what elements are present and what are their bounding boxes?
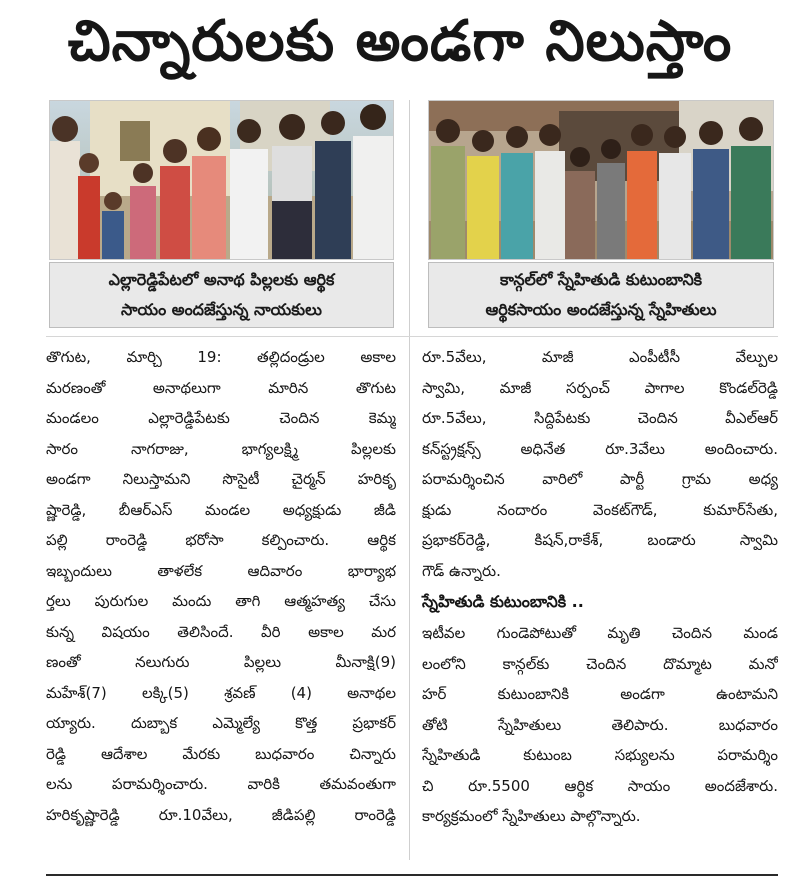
article-line: స్వామి, మాజీ సర్పంచ్ పాగాల కొండల్‌రెడ్డి	[422, 378, 778, 397]
article-line: స్నేహితుడి కుటుంబ సభ్యులను పరామర్శిం	[422, 746, 778, 764]
article-line: ష్ణారెడ్డి, బీఆర్ఎస్ మండల అధ్యక్షుడు జీడి	[46, 500, 396, 519]
article-line: లను పరామర్శించారు. వారికి తమవంతుగా	[46, 775, 396, 793]
article-line: హరికృష్ణారెడ్డి రూ.10వేలు, జీడిపల్లి రాంరెడ్డి	[46, 805, 396, 824]
photo-caption-left	[49, 262, 394, 328]
article-line: గౌడ్ ఉన్నారు.	[422, 561, 501, 580]
article-line: కున్న విషయం తెలిసిందే. వీరి అకాల మర	[46, 622, 396, 641]
caption-line: సాయం అందజేస్తున్న నాయకులు	[121, 300, 322, 319]
article-line: తోటి స్నేహితులు తెలిపారు. బుధవారం	[422, 715, 778, 734]
article-subheading: స్నేహితుడి కుటుంబానికి ..	[422, 592, 584, 611]
column-divider	[409, 100, 410, 860]
caption-line: ఆర్థికసాయం అందజేస్తున్న స్నేహితులు	[485, 300, 717, 319]
article-line: రెడ్డి ఆదేశాల మేరకు బుధవారం చిన్నారు	[46, 744, 396, 763]
article-line: ణంతో నలుగురు పిల్లలు మీనాక్షి(9)	[46, 653, 396, 671]
article-line: రూ.5వేలు, సిద్దిపేటకు చెందిన వీఎల్ఆర్	[422, 409, 778, 427]
article-line: ప్రభాకర్‌రెడ్డి, కిషన్,రాకేశ్, బండారు స్వామి	[422, 531, 778, 549]
article-line: చి రూ.5500 ఆర్థిక సాయం అందజేశారు.	[422, 776, 778, 795]
article-line: ర్తలు పురుగుల మందు తాగి ఆత్మహత్య చేసు	[46, 592, 396, 610]
article-line: మరణంతో అనాథలుగా మారిన తొగుట	[46, 378, 396, 397]
bottom-rule	[46, 874, 778, 876]
article-line: రూ.5వేలు, మాజీ ఎంపీటీసీ వేల్పుల	[422, 348, 778, 366]
article-column-left	[46, 342, 396, 830]
photo-friends-with-family	[428, 100, 774, 260]
article-line: సారం నాగరాజు, భాగ్యలక్ష్మి పిల్లలకు	[46, 439, 396, 458]
article-line: పల్లి రాంరెడ్డి భరోసా కల్పించారు. ఆర్థిక	[46, 531, 396, 549]
article-line: అండగా నిలుస్తామని సొసైటీ చైర్మన్ హరికృ	[46, 470, 396, 488]
article-line: ఇబ్బందులు తాళలేక ఆదివారం భార్యాభ	[46, 561, 396, 580]
article-line: తొగుట, మార్చి 19: తల్లిదండ్రుల అకాల	[46, 348, 396, 366]
article-line: కన్‌స్ట్రక్షన్స్ అధినేత రూ.3వేలు అందించారు.	[422, 439, 778, 458]
article-line: ఇటీవల గుండెపోటుతో మృతి చెందిన మండ	[422, 624, 778, 642]
caption-line: కాన్గల్‌లో స్నేహితుడి కుటుంబానికి	[499, 270, 703, 289]
article-line: హర్ కుటుంబానికి అండగా ఉంటామని	[422, 685, 778, 703]
article-line: కార్యక్రమంలో స్నేహితులు పాల్గొన్నారు.	[422, 807, 641, 825]
article-line: లంలోని కాన్గల్‌కు చెందిన దొమ్మాట మనో	[422, 654, 778, 673]
article-line: క్షుడు నందారం వెంకట్‌గౌడ్, కుమార్‌సేతు,	[422, 500, 778, 519]
caption-divider	[46, 336, 778, 337]
article-line: య్యారు. దుబ్బాక ఎమ్మెల్యే కొత్త ప్రభాకర్	[46, 714, 396, 732]
article-column-right	[422, 342, 778, 832]
headline: చిన్నారులకు అండగా నిలుస్తాం	[67, 8, 733, 74]
caption-line: ఎల్లారెడ్డిపేటలో అనాథ పిల్లలకు ఆర్థిక	[108, 270, 335, 289]
article-line: మండలం ఎల్లారెడ్డిపేటకు చెందిన కెమ్మ	[46, 409, 396, 427]
article-line: మహేశ్(7) లక్కి(5) శ్రవణ్ (4) అనాథల	[46, 683, 396, 702]
photo-caption-right	[428, 262, 774, 328]
photo-leaders-with-children	[49, 100, 394, 260]
article-line: పరామర్శించిన వారిలో పార్టీ గ్రామ అధ్య	[422, 470, 778, 488]
